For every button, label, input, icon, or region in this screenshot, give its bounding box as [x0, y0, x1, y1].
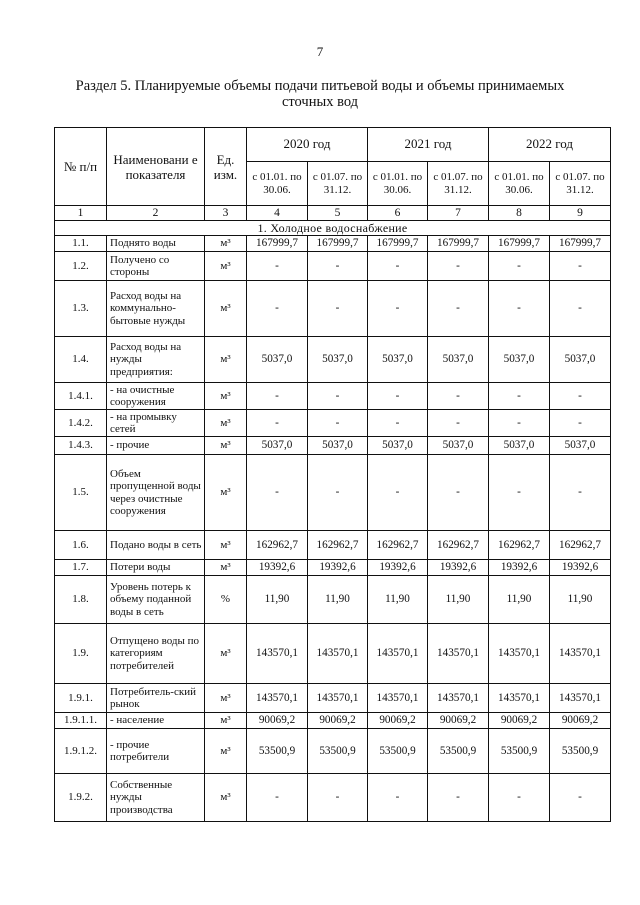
row-value: 19392,6 [368, 560, 428, 576]
water-volume-table [54, 127, 611, 822]
row-value: 5037,0 [550, 337, 611, 383]
row-indicator-name: Потребитель-ский рынок [107, 684, 205, 713]
row-value: 53500,9 [550, 729, 611, 774]
row-value: - [308, 455, 368, 531]
row-value: 143570,1 [308, 624, 368, 684]
row-indicator-name: - прочие потребители [107, 729, 205, 774]
row-value: - [368, 774, 428, 822]
table-row [55, 410, 611, 437]
row-value: 53500,9 [489, 729, 550, 774]
row-value: 90069,2 [550, 713, 611, 729]
table-row [55, 774, 611, 822]
row-value: - [308, 410, 368, 437]
row-unit: м³ [205, 455, 247, 531]
row-value: 90069,2 [308, 713, 368, 729]
table-row [55, 729, 611, 774]
row-value: 143570,1 [428, 684, 489, 713]
row-unit: м³ [205, 410, 247, 437]
row-value: - [428, 455, 489, 531]
header-period: с 01.07. по 31.12. [308, 162, 368, 206]
header-year-2022: 2022 год [489, 128, 611, 162]
row-value: 167999,7 [368, 236, 428, 252]
row-unit: м³ [205, 437, 247, 455]
row-value: 11,90 [308, 576, 368, 624]
row-value: - [247, 281, 308, 337]
row-number: 1.7. [55, 560, 107, 576]
row-value: - [428, 774, 489, 822]
row-indicator-name: Потери воды [107, 560, 205, 576]
row-value: 162962,7 [550, 531, 611, 560]
row-value: - [428, 281, 489, 337]
row-value: 143570,1 [308, 684, 368, 713]
row-value: - [247, 252, 308, 281]
row-value: - [308, 774, 368, 822]
row-number: 1.8. [55, 576, 107, 624]
row-value: - [368, 410, 428, 437]
row-value: - [489, 774, 550, 822]
row-value: 53500,9 [247, 729, 308, 774]
row-value: 19392,6 [308, 560, 368, 576]
row-indicator-name: - население [107, 713, 205, 729]
section-heading: 1. Холодное водоснабжение [55, 221, 611, 236]
row-value: - [308, 281, 368, 337]
row-unit: м³ [205, 281, 247, 337]
row-value: 167999,7 [428, 236, 489, 252]
column-number: 6 [368, 206, 428, 221]
column-number: 4 [247, 206, 308, 221]
column-number: 5 [308, 206, 368, 221]
row-value: - [308, 383, 368, 410]
row-value: - [428, 383, 489, 410]
header-year-2021: 2021 год [368, 128, 489, 162]
row-value: 5037,0 [247, 337, 308, 383]
row-value: 162962,7 [368, 531, 428, 560]
header-period: с 01.07. по 31.12. [428, 162, 489, 206]
row-value: - [247, 410, 308, 437]
row-value: 90069,2 [489, 713, 550, 729]
row-value: 143570,1 [550, 684, 611, 713]
row-value: 19392,6 [489, 560, 550, 576]
row-unit: м³ [205, 337, 247, 383]
row-value: - [550, 774, 611, 822]
column-number: 8 [489, 206, 550, 221]
row-value: 162962,7 [428, 531, 489, 560]
row-number: 1.4. [55, 337, 107, 383]
row-unit: м³ [205, 383, 247, 410]
column-number: 7 [428, 206, 489, 221]
header-period: с 01.01. по 30.06. [247, 162, 308, 206]
row-value: 143570,1 [489, 684, 550, 713]
row-value: - [368, 252, 428, 281]
section-title: Раздел 5. Планируемые объемы подачи питьевой воды и объемы принимаемых сточных вод [75, 78, 565, 110]
row-unit: м³ [205, 560, 247, 576]
row-indicator-name: Расход воды на коммунально-бытовые нужды [107, 281, 205, 337]
table-row [55, 624, 611, 684]
row-value: 143570,1 [428, 624, 489, 684]
row-unit: м³ [205, 774, 247, 822]
column-number: 3 [205, 206, 247, 221]
row-value: 143570,1 [368, 624, 428, 684]
row-value: 5037,0 [308, 337, 368, 383]
row-indicator-name: Объем пропущенной воды через очистные сооружения [107, 455, 205, 531]
row-value: 53500,9 [368, 729, 428, 774]
row-number: 1.9.1.1. [55, 713, 107, 729]
row-value: 53500,9 [428, 729, 489, 774]
row-value: 5037,0 [428, 437, 489, 455]
row-value: 11,90 [550, 576, 611, 624]
table-row [55, 281, 611, 337]
row-indicator-name: Подано воды в сеть [107, 531, 205, 560]
row-value: 167999,7 [247, 236, 308, 252]
row-value: 162962,7 [247, 531, 308, 560]
row-indicator-name: Уровень потерь к объему поданной воды в сеть [107, 576, 205, 624]
row-number: 1.4.3. [55, 437, 107, 455]
row-value: 167999,7 [489, 236, 550, 252]
row-unit: м³ [205, 713, 247, 729]
row-value: 53500,9 [308, 729, 368, 774]
table-row [55, 252, 611, 281]
table-row [55, 684, 611, 713]
row-value: 11,90 [428, 576, 489, 624]
row-value: 5037,0 [368, 337, 428, 383]
row-indicator-name: Получено со стороны [107, 252, 205, 281]
row-value: - [428, 252, 489, 281]
row-unit: м³ [205, 624, 247, 684]
row-value: - [489, 383, 550, 410]
row-unit: м³ [205, 729, 247, 774]
row-indicator-name: Собственные нужды производства [107, 774, 205, 822]
row-value: 19392,6 [247, 560, 308, 576]
row-number: 1.9. [55, 624, 107, 684]
row-unit: м³ [205, 236, 247, 252]
row-indicator-name: Отпущено воды по категориям потребителей [107, 624, 205, 684]
row-value: - [368, 383, 428, 410]
row-value: 5037,0 [368, 437, 428, 455]
column-numbers-row [55, 206, 611, 221]
row-value: 162962,7 [489, 531, 550, 560]
row-value: - [550, 252, 611, 281]
row-value: 5037,0 [247, 437, 308, 455]
row-number: 1.2. [55, 252, 107, 281]
header-name: Наименовани е показателя [107, 128, 205, 206]
row-value: - [550, 281, 611, 337]
table-row [55, 236, 611, 252]
table-row [55, 560, 611, 576]
row-indicator-name: Поднято воды [107, 236, 205, 252]
row-value: - [550, 455, 611, 531]
header-unit: Ед. изм. [205, 128, 247, 206]
row-value: - [489, 410, 550, 437]
row-value: 143570,1 [247, 684, 308, 713]
row-number: 1.9.2. [55, 774, 107, 822]
row-indicator-name: - прочие [107, 437, 205, 455]
row-number: 1.9.1. [55, 684, 107, 713]
row-indicator-name: Расход воды на нужды предприятия: [107, 337, 205, 383]
row-value: 5037,0 [489, 337, 550, 383]
row-number: 1.6. [55, 531, 107, 560]
row-indicator-name: - на промывку сетей [107, 410, 205, 437]
row-value: - [368, 281, 428, 337]
row-number: 1.3. [55, 281, 107, 337]
row-number: 1.5. [55, 455, 107, 531]
row-value: 5037,0 [550, 437, 611, 455]
row-value: - [489, 455, 550, 531]
row-value: 143570,1 [489, 624, 550, 684]
row-unit: м³ [205, 531, 247, 560]
header-year-2020: 2020 год [247, 128, 368, 162]
row-value: - [550, 383, 611, 410]
table-row [55, 531, 611, 560]
header-num: № п/п [55, 128, 107, 206]
row-value: - [247, 383, 308, 410]
row-value: 167999,7 [308, 236, 368, 252]
page-number: 7 [316, 44, 324, 59]
row-value: 143570,1 [550, 624, 611, 684]
row-value: 90069,2 [247, 713, 308, 729]
row-value: - [489, 252, 550, 281]
column-number: 1 [55, 206, 107, 221]
row-value: 90069,2 [368, 713, 428, 729]
row-value: 162962,7 [308, 531, 368, 560]
header-period: с 01.07. по 31.12. [550, 162, 611, 206]
column-number: 2 [107, 206, 205, 221]
row-value: - [308, 252, 368, 281]
row-value: 5037,0 [489, 437, 550, 455]
row-value: 19392,6 [550, 560, 611, 576]
row-value: 19392,6 [428, 560, 489, 576]
row-value: - [368, 455, 428, 531]
row-unit: м³ [205, 252, 247, 281]
row-value: 11,90 [247, 576, 308, 624]
table-row [55, 713, 611, 729]
section-row [55, 221, 611, 236]
row-number: 1.4.2. [55, 410, 107, 437]
table-row [55, 337, 611, 383]
row-number: 1.4.1. [55, 383, 107, 410]
row-unit: м³ [205, 684, 247, 713]
row-unit: % [205, 576, 247, 624]
row-number: 1.1. [55, 236, 107, 252]
row-value: 90069,2 [428, 713, 489, 729]
table-row [55, 383, 611, 410]
header-period: с 01.01. по 30.06. [368, 162, 428, 206]
row-value: 167999,7 [550, 236, 611, 252]
column-number: 9 [550, 206, 611, 221]
row-value: 5037,0 [428, 337, 489, 383]
table-row [55, 576, 611, 624]
row-value: - [247, 774, 308, 822]
row-value: 143570,1 [247, 624, 308, 684]
row-value: 5037,0 [308, 437, 368, 455]
row-number: 1.9.1.2. [55, 729, 107, 774]
row-value: - [489, 281, 550, 337]
row-value: - [428, 410, 489, 437]
row-value: 143570,1 [368, 684, 428, 713]
row-value: - [550, 410, 611, 437]
row-indicator-name: - на очистные сооружения [107, 383, 205, 410]
row-value: 11,90 [368, 576, 428, 624]
table-row [55, 437, 611, 455]
header-period: с 01.01. по 30.06. [489, 162, 550, 206]
row-value: 11,90 [489, 576, 550, 624]
row-value: - [247, 455, 308, 531]
table-row [55, 455, 611, 531]
